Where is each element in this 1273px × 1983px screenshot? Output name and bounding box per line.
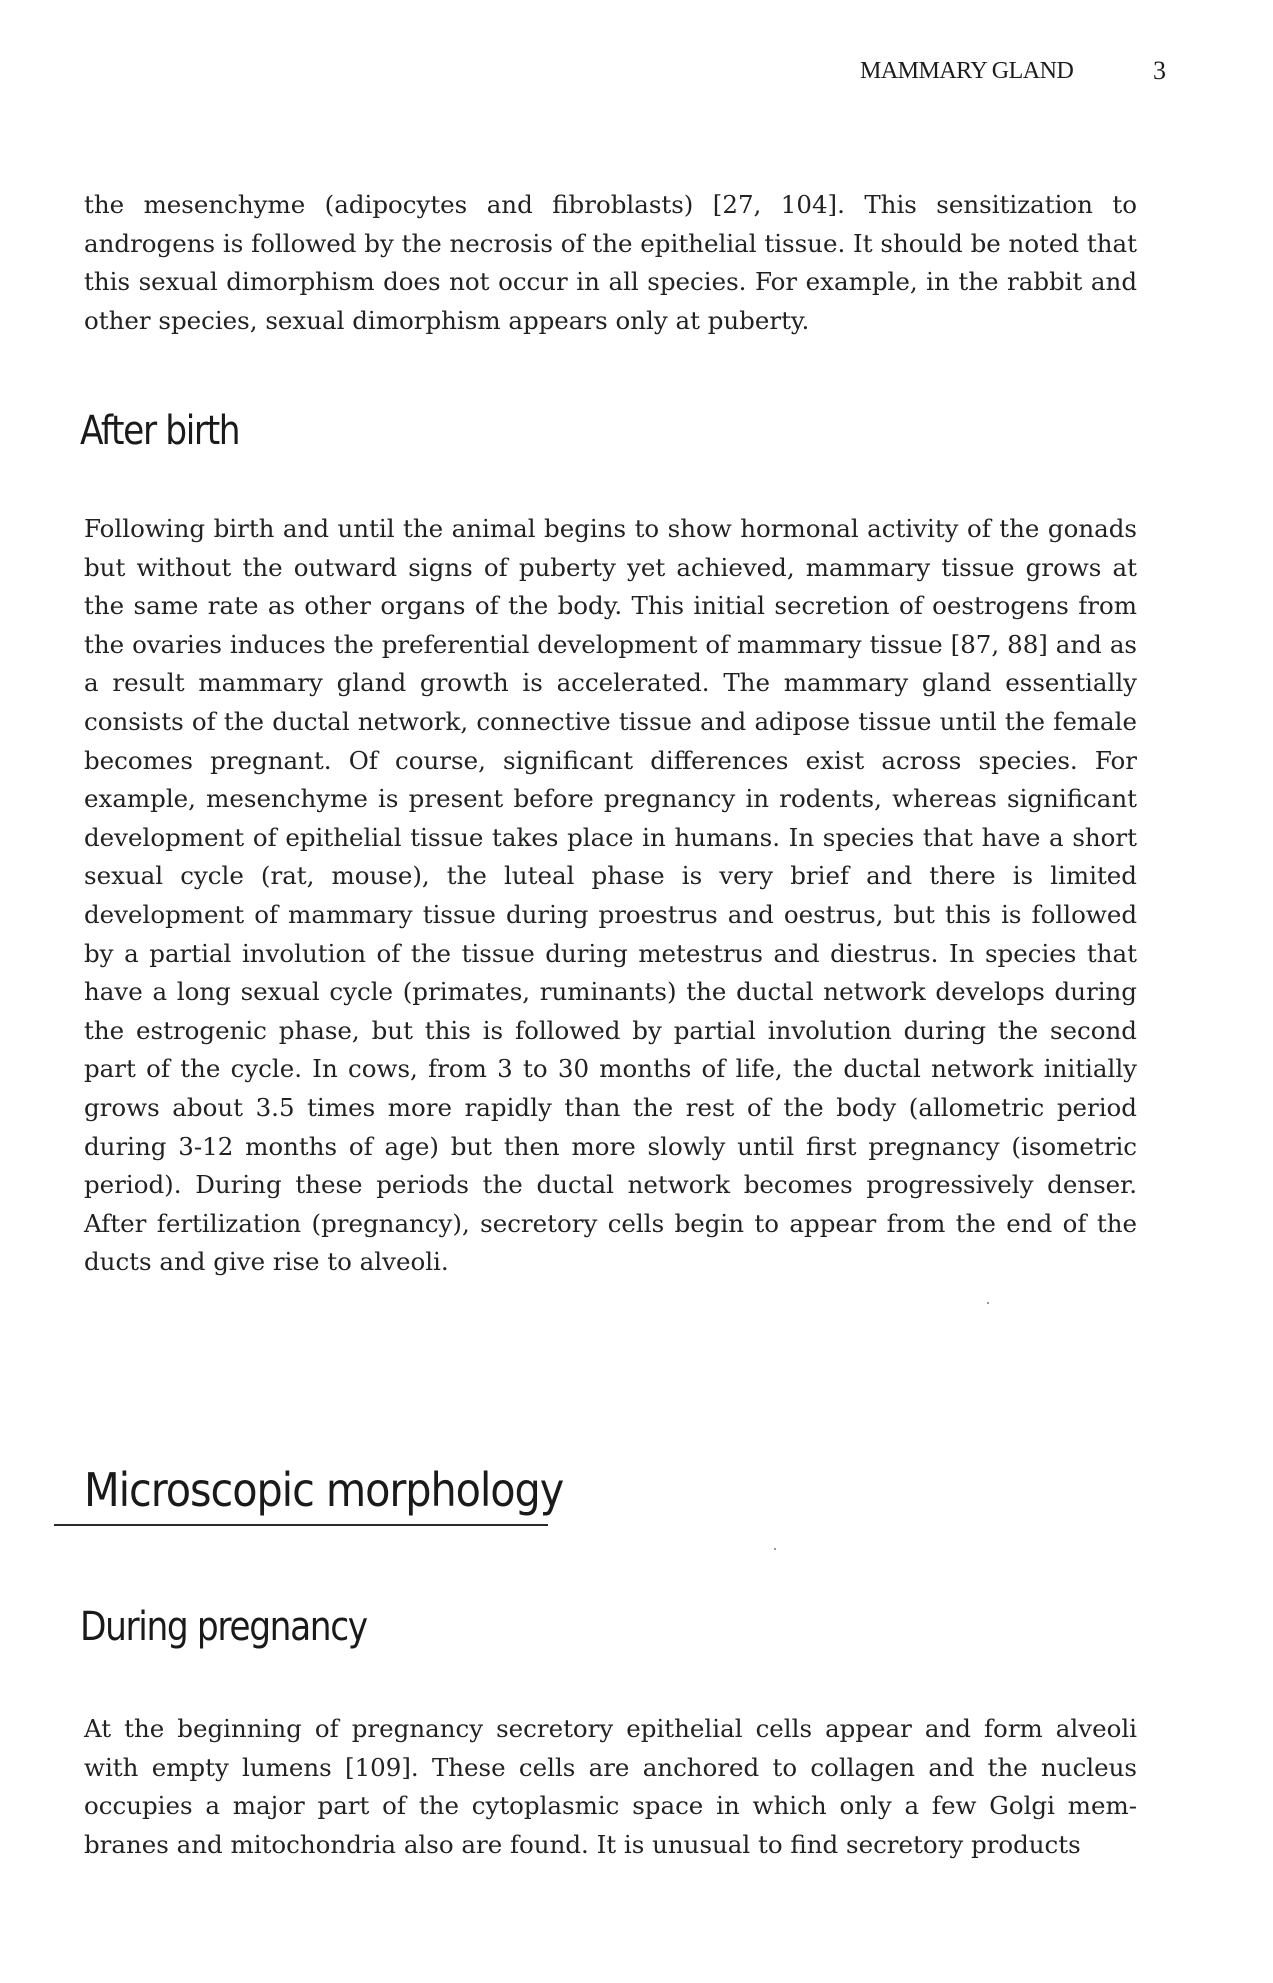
section-underline [54,1524,548,1526]
scan-speck [987,1302,989,1304]
heading-during-pregnancy: During pregnancy [80,1604,367,1650]
running-header: MAMMARY GLAND [860,58,1074,84]
heading-microscopic-morphology: Microscopic morphology [84,1463,564,1517]
scan-speck [774,1548,776,1550]
continuation-paragraph: the mesenchyme (adipocytes and fibroblasts) [27, 104]. This sensitization to androgens is followed by the necrosis of the epithelial tissue. It should be noted that this sexual dimorphism does not occur in all species. For example, in the rabbit and other species, sexual dimorphism appears only at puberty. [84,190,1137,335]
after-birth-paragraph: Following birth and until the animal begins to show hormonal activity of the gonads but without the outward signs of puberty yet achieved, mammary tissue grows at the same rate as other organs of the body. This initial secretion of oestrogens from the ovaries induces the preferential development of mammary tissue [87, 88] and as a result mammary gland growth is accelerated. The mammary gland essentially consists of the ductal network, connective tissue and adipose tissue until the female becomes pregnant. Of course, significant differences exist across species. For example, mesenchyme is present before pregnancy in rodents, whereas significant development of epithelial tissue takes place in humans. In species that have a short sexual cycle (rat, mouse), the luteal phase is very brief and there is limited development of mammary tissue during proestrus and oestrus, but this is followed by a partial involution of the tissue during metestrus and diestrus. In species that have a long sexual cycle (primates, ruminants) the ductal network develops during the estrogenic phase, but this is followed by partial involution during the second part of the cycle. In cows, from 3 to 30 months of life, the ductal network initially grows about 3.5 times more rapidly than the rest of the body (allometric period during 3-12 months of age) but then more slowly until first pregnancy (isometric period). During these periods the ductal network becomes progressively denser. After fertilization (pregnancy), secretory cells begin to appear from the end of the ducts and give rise to alveoli. [84,514,1137,1277]
during-pregnancy-paragraph: At the beginning of pregnancy secretory epithelial cells appear and form alveoli with empty lumens [109]. These cells are anchored to collagen and the nucleus occupies a major part of the cytoplasmic space in which only a few Golgi membranes and mitochondria also are found. It is unusual to find secretory products [84,1714,1137,1859]
page-number: 3 [1153,56,1166,85]
heading-after-birth: After birth [80,408,240,454]
